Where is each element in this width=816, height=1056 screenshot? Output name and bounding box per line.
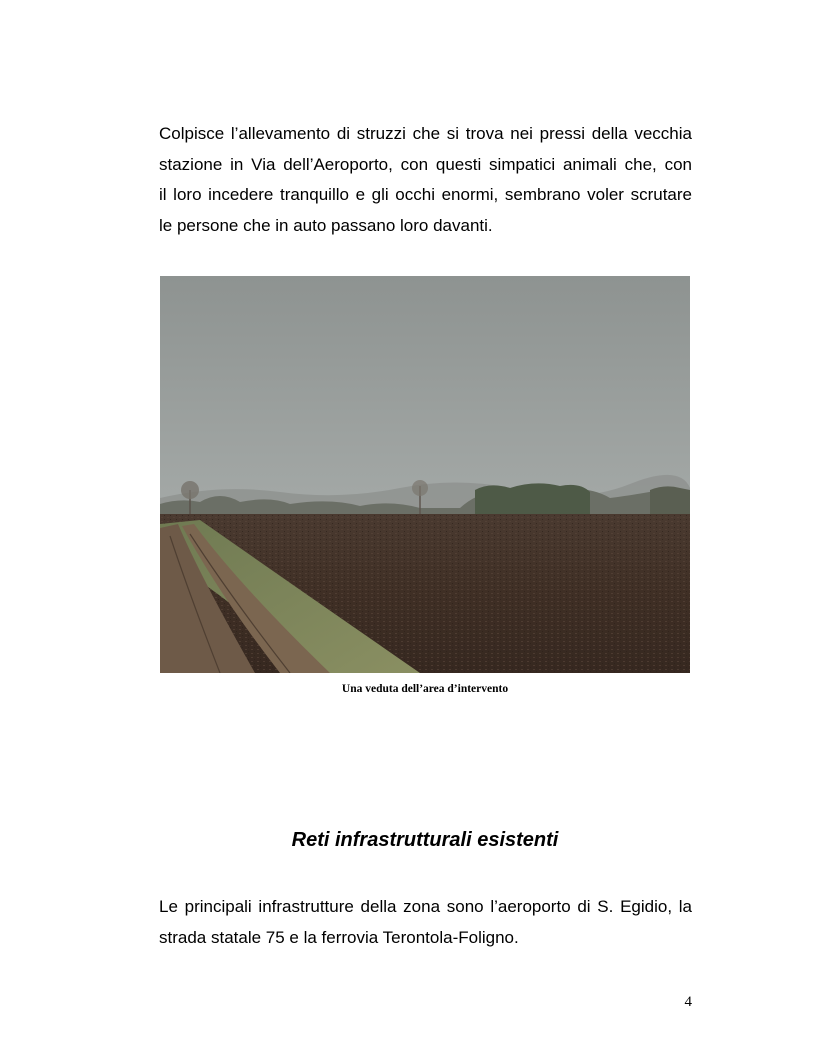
paragraph-line: le persone che in auto passano loro davanti. [159,215,493,235]
paragraph-line: il loro incedere tranquillo e gli occhi enormi, sembrano voler scrutare [159,185,692,204]
photo-caption: Una veduta dell’area d’intervento [341,683,509,695]
paragraph-line: strada statale 75 e la ferrovia Terontola-Foligno. [159,927,519,947]
section-heading: Reti infrastrutturali esistenti [291,829,559,851]
paragraph-line: stazione in Via dell’Aeroporto, con questi simpatici animali che, con [159,154,692,174]
paragraph-line: Colpisce l’allevamento di struzzi che si trova nei pressi della vecchia [159,124,692,143]
landscape-photo [160,276,690,673]
infrastructure-paragraph [159,892,692,953]
paragraph-line: Le principali infrastrutture della zona sono l’aeroporto di S. Egidio, la [159,897,692,916]
intro-paragraph [159,119,692,241]
page-number: 4 [684,994,692,1010]
